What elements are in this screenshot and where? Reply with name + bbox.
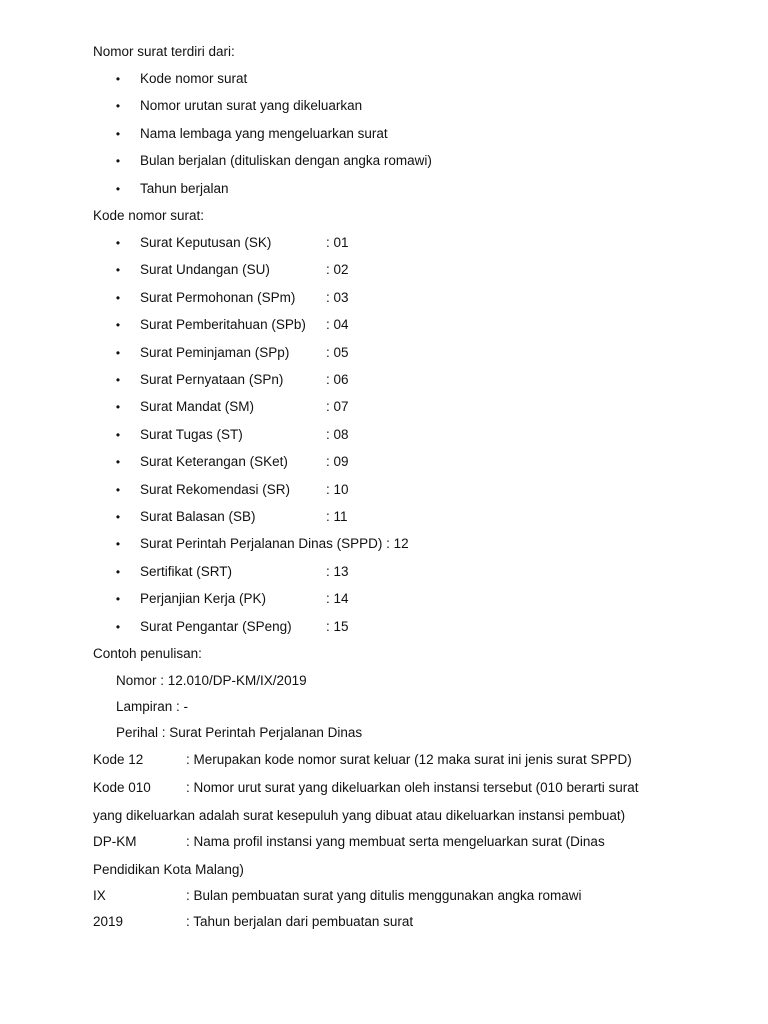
definition-description: : Merupakan kode nomor surat keluar (12 maka surat ini jenis surat SPPD) bbox=[186, 752, 632, 767]
definition-description-continued: yang dikeluarkan adalah surat kesepuluh yang dibuat atau dikeluarkan instansi pembuat) bbox=[93, 808, 626, 823]
definition-description: : Nomor urut surat yang dikeluarkan oleh instansi tersebut (010 berarti surat bbox=[186, 780, 639, 795]
code-name: Surat Permohonan (SPm) bbox=[140, 290, 296, 305]
code-value: : 04 bbox=[326, 317, 349, 332]
intro-heading: Nomor surat terdiri dari: bbox=[93, 44, 235, 59]
code-name: Surat Keputusan (SK) bbox=[140, 235, 272, 250]
list-item-text: Kode nomor surat bbox=[140, 71, 248, 86]
bullet-icon: • bbox=[115, 318, 121, 332]
code-value: : 07 bbox=[326, 399, 349, 414]
list-item-text: Tahun berjalan bbox=[140, 181, 229, 196]
bullet-icon: • bbox=[115, 373, 121, 387]
bullet-icon: • bbox=[115, 99, 121, 113]
definition-description-continued: Pendidikan Kota Malang) bbox=[93, 862, 244, 877]
codes-heading: Kode nomor surat: bbox=[93, 208, 205, 223]
definition-term: 2019 bbox=[93, 914, 124, 929]
bullet-icon: • bbox=[115, 483, 121, 497]
code-name: Surat Rekomendasi (SR) bbox=[140, 482, 291, 497]
bullet-icon: • bbox=[115, 592, 121, 606]
definition-term: IX bbox=[93, 888, 106, 903]
code-value: : 13 bbox=[326, 564, 349, 579]
definition-description: : Nama profil instansi yang membuat serta mengeluarkan surat (Dinas bbox=[186, 834, 605, 849]
code-name: Surat Undangan (SU) bbox=[140, 262, 270, 277]
code-value: : 09 bbox=[326, 454, 349, 469]
example-nomor: Nomor : 12.010/DP-KM/IX/2019 bbox=[116, 673, 307, 688]
code-name: Surat Pernyataan (SPn) bbox=[140, 372, 284, 387]
code-name: Surat Mandat (SM) bbox=[140, 399, 255, 414]
code-name: Surat Perintah Perjalanan Dinas (SPPD) : 12 bbox=[140, 536, 409, 551]
bullet-icon: • bbox=[115, 263, 121, 277]
list-item-text: Nama lembaga yang mengeluarkan surat bbox=[140, 126, 388, 141]
code-name: Surat Pengantar (SPeng) bbox=[140, 619, 292, 634]
bullet-icon: • bbox=[115, 455, 121, 469]
code-name: Surat Tugas (ST) bbox=[140, 427, 243, 442]
list-item-text: Nomor urutan surat yang dikeluarkan bbox=[140, 98, 363, 113]
code-value: : 14 bbox=[326, 591, 349, 606]
bullet-icon: • bbox=[115, 236, 121, 250]
bullet-icon: • bbox=[115, 182, 121, 196]
code-value: : 02 bbox=[326, 262, 349, 277]
bullet-icon: • bbox=[115, 72, 121, 86]
definition-term: DP-KM bbox=[93, 834, 137, 849]
code-value: : 05 bbox=[326, 345, 349, 360]
bullet-icon: • bbox=[115, 127, 121, 141]
code-value: : 10 bbox=[326, 482, 349, 497]
code-name: Surat Balasan (SB) bbox=[140, 509, 256, 524]
list-item-text: Bulan berjalan (dituliskan dengan angka romawi) bbox=[140, 153, 432, 168]
example-heading: Contoh penulisan: bbox=[93, 646, 202, 661]
code-value: : 11 bbox=[326, 509, 348, 524]
code-name: Perjanjian Kerja (PK) bbox=[140, 591, 267, 606]
definition-description: : Tahun berjalan dari pembuatan surat bbox=[186, 914, 414, 929]
bullet-icon: • bbox=[115, 565, 121, 579]
code-name: Surat Keterangan (SKet) bbox=[140, 454, 288, 469]
bullet-icon: • bbox=[115, 510, 121, 524]
example-perihal: Perihal : Surat Perintah Perjalanan Dinas bbox=[116, 725, 363, 740]
definition-description: : Bulan pembuatan surat yang ditulis menggunakan angka romawi bbox=[186, 888, 582, 903]
code-value: : 15 bbox=[326, 619, 349, 634]
code-name: Surat Peminjaman (SPp) bbox=[140, 345, 290, 360]
code-value: : 01 bbox=[326, 235, 349, 250]
bullet-icon: • bbox=[115, 537, 121, 551]
example-lampiran: Lampiran : - bbox=[116, 699, 189, 714]
bullet-icon: • bbox=[115, 620, 121, 634]
code-value: : 03 bbox=[326, 290, 349, 305]
definition-term: Kode 12 bbox=[93, 752, 144, 767]
bullet-icon: • bbox=[115, 346, 121, 360]
code-value: : 08 bbox=[326, 427, 349, 442]
code-value: : 06 bbox=[326, 372, 349, 387]
definition-term: Kode 010 bbox=[93, 780, 151, 795]
code-name: Sertifikat (SRT) bbox=[140, 564, 233, 579]
bullet-icon: • bbox=[115, 400, 121, 414]
bullet-icon: • bbox=[115, 291, 121, 305]
code-name: Surat Pemberitahuan (SPb) bbox=[140, 317, 306, 332]
bullet-icon: • bbox=[115, 428, 121, 442]
bullet-icon: • bbox=[115, 154, 121, 168]
